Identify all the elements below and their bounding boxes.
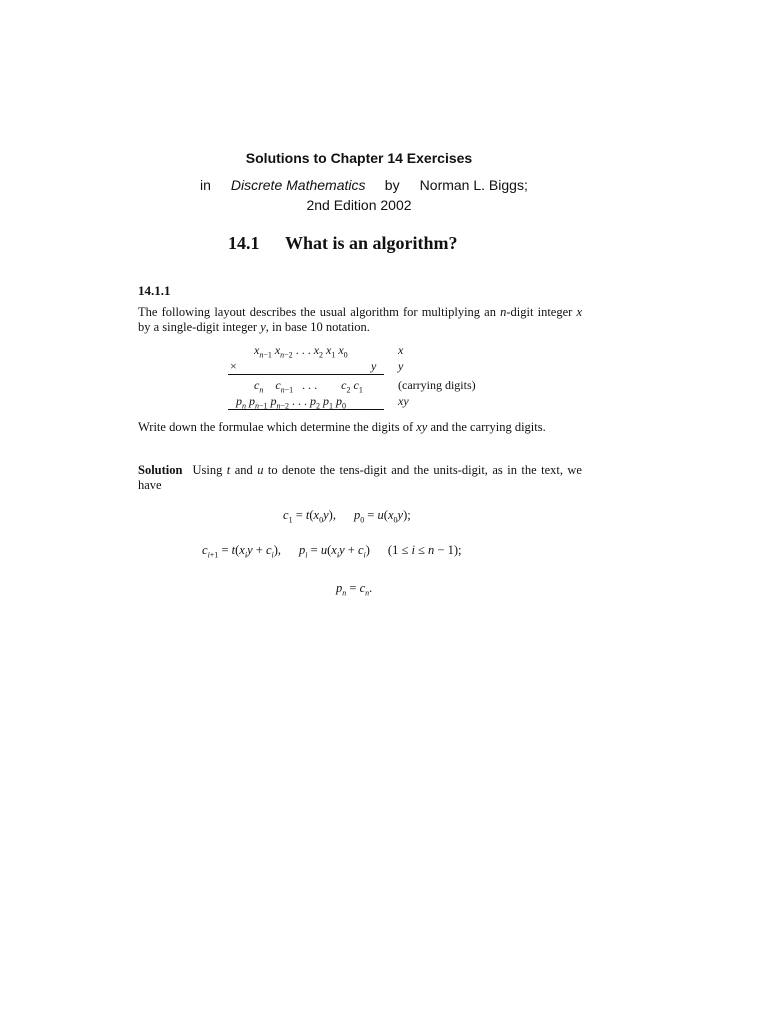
equation-final-digit: $p_n = c_n$.	[336, 581, 373, 598]
section-title: What is an algorithm?	[285, 233, 458, 253]
layout-row-x-digits: $x_{n-1}$ $x_{n-2}$ . . . $x_2$ $x_1$ $x_0$	[254, 343, 348, 360]
by-word: by	[384, 177, 400, 193]
layout-rule-2	[228, 409, 384, 410]
edition: 2nd Edition 2002	[306, 197, 412, 213]
layout-row-carry-digits: $c_n$ $c_{n-1}$ . . . $c_2$ $c_1$	[254, 378, 363, 395]
exercise-number: 14.1.1	[138, 283, 171, 298]
exercise-intro: The following layout describes the usual algorithm for multiplying an n-digit integer x by a single-digit integer y, in base 10 notation.	[138, 305, 582, 334]
section-number: 14.1	[228, 233, 260, 253]
solution-paragraph: Solution Using t and u to denote the tens-digit and the units-digit, as in the text, we have	[138, 463, 582, 492]
layout-multiplier: y	[371, 359, 377, 373]
in-word: in	[200, 177, 211, 193]
layout-row-p-digits: $p_n$ $p_{n-1}$ $p_{n-2}$ . . . $p_2$ $p_1$ $p_0$	[236, 394, 347, 411]
section-heading	[228, 233, 458, 254]
exercise-question: Write down the formulae which determine the digits of xy and the carrying digits.	[138, 420, 546, 434]
times-sign: ×	[230, 359, 237, 373]
layout-row-product-label: xy	[398, 394, 409, 408]
equation-recurrence: $c_{i+1} = t(x_iy + c_i)$, $p_i = u(x_iy + c_i) (1 \le i \le n - 1)$;	[202, 543, 462, 560]
multiplication-layout	[228, 343, 518, 413]
solution-label: Solution	[138, 463, 183, 477]
layout-row-y-label: y	[398, 359, 404, 373]
layout-rule-1	[228, 374, 384, 375]
equation-base-case: $c_1 = t(x_0y)$, $p_0 = u(x_0y)$;	[283, 508, 411, 525]
layout-row-x-label: x	[398, 343, 404, 357]
author-name: Norman L. Biggs;	[419, 177, 528, 193]
document-title: Solutions to Chapter 14 Exercises	[245, 150, 473, 166]
book-citation	[200, 177, 530, 193]
layout-row-carry-label: (carrying digits)	[398, 378, 476, 392]
book-title: Discrete Mathematics	[230, 177, 366, 193]
